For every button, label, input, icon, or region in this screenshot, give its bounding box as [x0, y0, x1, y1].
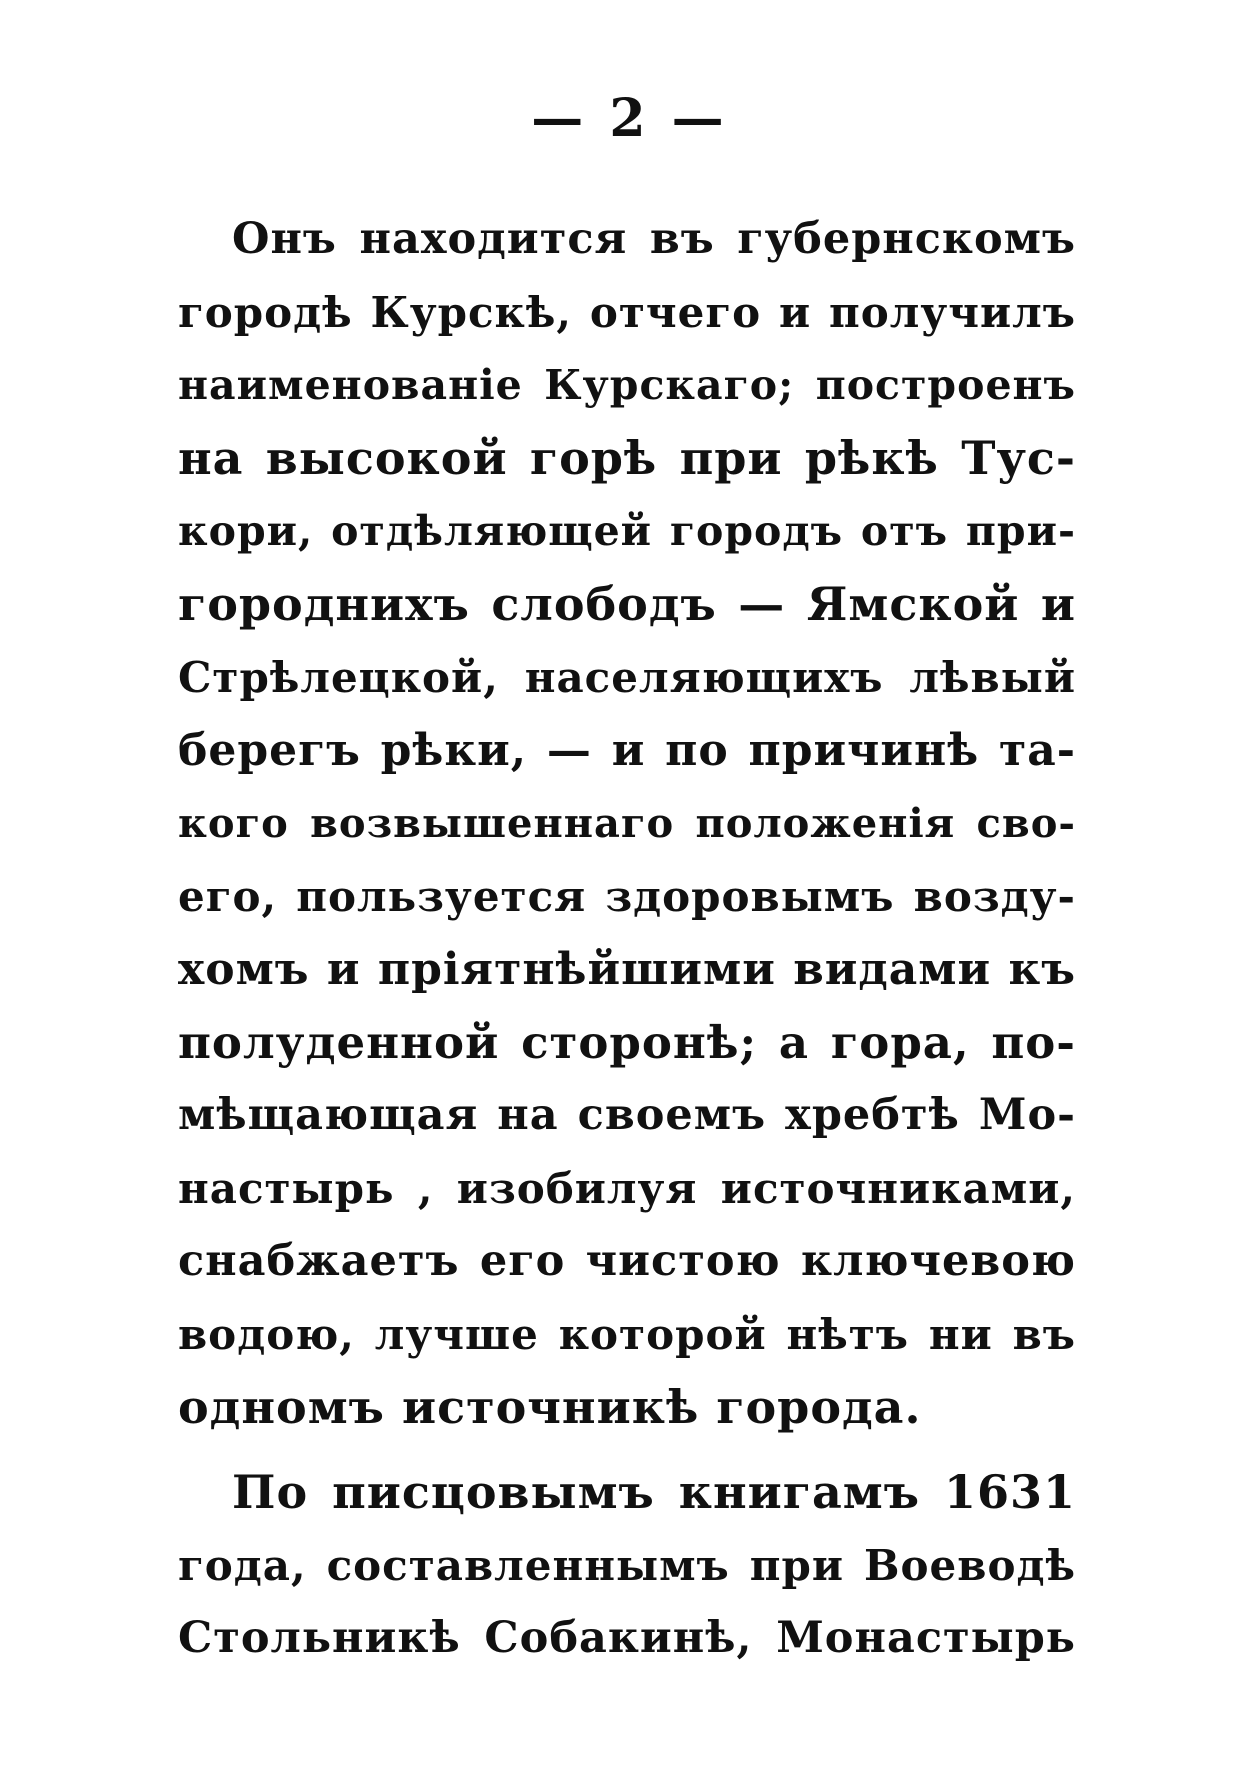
text-line: городѣ Курскѣ, отчего и получилъ: [178, 288, 1076, 337]
text-line: на высокой горѣ при рѣкѣ Тус-: [178, 431, 1076, 485]
text-line: кори, отдѣляющей городъ отъ при-: [178, 507, 1076, 555]
text-line: снабжаетъ его чистою ключевою: [178, 1236, 1076, 1286]
text-line: кого возвышеннаго положенія сво-: [178, 800, 1076, 847]
text-line: хомъ и пріятнѣйшими видами къ: [178, 944, 1076, 995]
text-line: Стольникѣ Собакинѣ, Монастырь: [178, 1613, 1076, 1663]
text-line: его, пользуется здоровымъ возду-: [178, 872, 1076, 921]
paragraph: [178, 1456, 1076, 1675]
paragraph: [178, 203, 1076, 1444]
text-line: года, составленнымъ при Воеводѣ: [178, 1541, 1076, 1590]
text-line: настырь , изобилуя источниками,: [178, 1164, 1076, 1213]
text-line: наименованіе Курскаго; построенъ: [178, 361, 1076, 409]
text-line: полуденной сторонѣ; а гора, по-: [178, 1016, 1076, 1069]
text-line: По писцовымъ книгамъ 1631: [232, 1465, 1076, 1519]
text-line: одномъ источникѣ города.: [178, 1380, 922, 1434]
text-line: Онъ находится въ губернскомъ: [232, 214, 1076, 264]
text-line: мѣщающая на своемъ хребтѣ Мо-: [178, 1090, 1076, 1140]
text-line: берегъ рѣки, — и по причинѣ та-: [178, 725, 1076, 776]
text-line: Стрѣлецкой, населяющихъ лѣвый: [178, 653, 1076, 702]
text-line: водою, лучше которой нѣтъ ни въ: [178, 1310, 1076, 1359]
text-line: городнихъ слободъ — Ямской и: [178, 577, 1076, 631]
body-text: [178, 203, 1076, 1675]
page-number: — 2 —: [531, 88, 728, 149]
